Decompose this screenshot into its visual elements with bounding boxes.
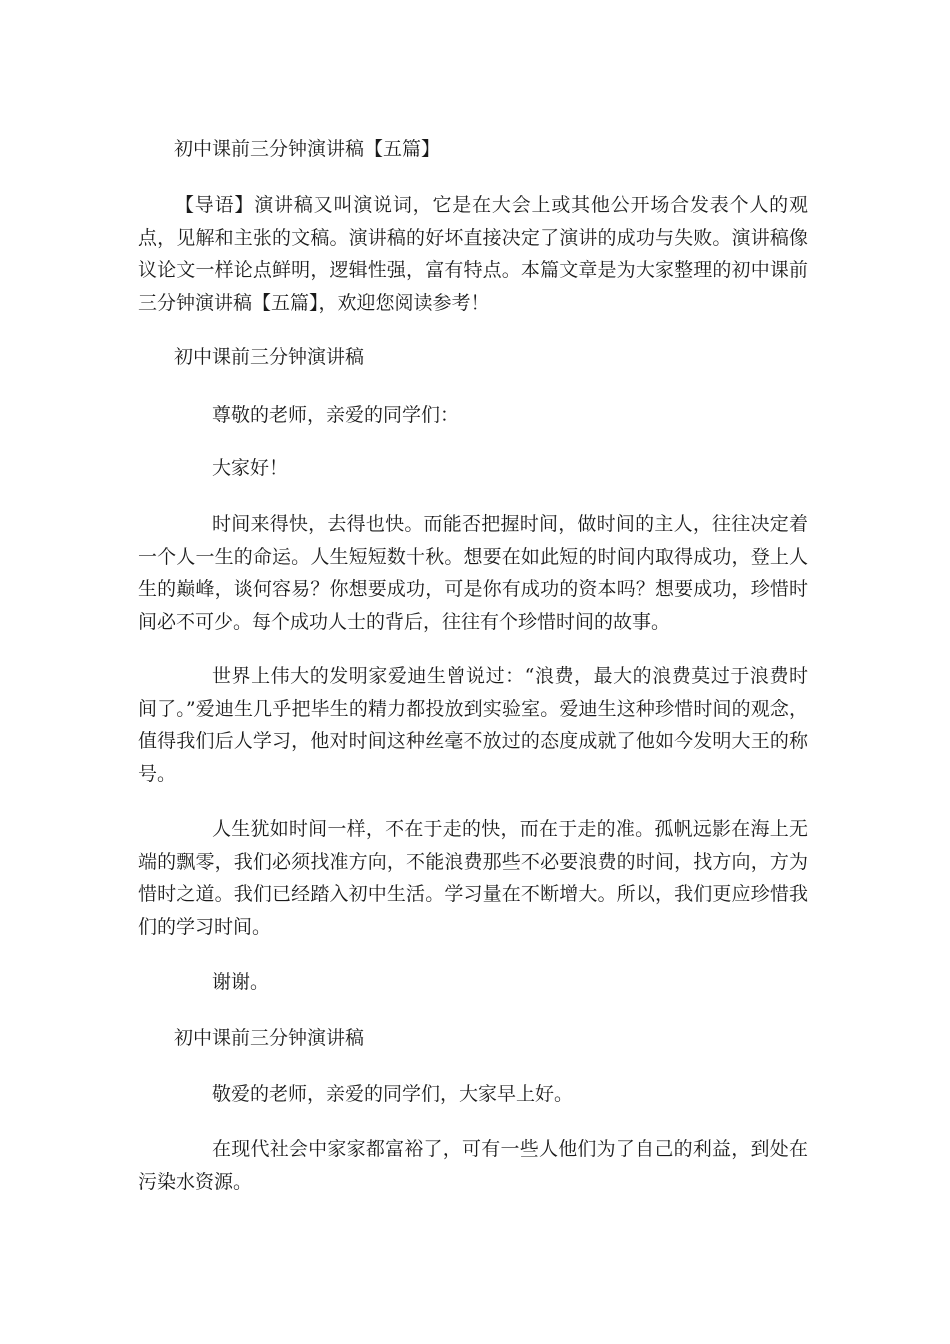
document-title: 初中课前三分钟演讲稿【五篇】 xyxy=(174,138,441,160)
section1-greeting: 大家好！ xyxy=(212,457,289,479)
section1-paragraph-3: 人生犹如时间一样，不在于走的快，而在于走的准。孤帆远影在海上无端的飘零，我们必须找准方向，不能浪费那些不必要浪费的时间，找方向，方为惜时之道。我们已经踏入初中生活。学习量在不断增大。所以，我们更应珍惜我们的学习时间。 xyxy=(138,818,808,938)
section2-salutation: 敬爱的老师，亲爱的同学们，大家早上好。 xyxy=(212,1083,574,1105)
section1-salutation: 尊敬的老师，亲爱的同学们： xyxy=(212,404,460,426)
section1-paragraph-2: 世界上伟大的发明家爱迪生曾说过：“浪费，最大的浪费莫过于浪费时间了。”爱迪生几乎把毕生的精力都投放到实验室。爱迪生这种珍惜时间的观念，值得我们后人学习，他对时间这种丝毫不放过的态度成就了他如今发明大王的称号。 xyxy=(138,665,808,785)
section2-paragraph-1: 在现代社会中家家都富裕了，可有一些人他们为了自己的利益，到处在污染水资源。 xyxy=(138,1138,808,1193)
section1-paragraph-1: 时间来得快，去得也快。而能否把握时间，做时间的主人，往往决定着一个人一生的命运。人生短短数十秋。想要在如此短的时间内取得成功，登上人生的巅峰，谈何容易？你想要成功，可是你有成功的资本吗？想要成功，珍惜时间必不可少。每个成功人士的背后，往往有个珍惜时间的故事。 xyxy=(138,513,808,633)
section1-heading: 初中课前三分钟演讲稿 xyxy=(174,346,365,368)
section1-closing: 谢谢。 xyxy=(212,971,270,993)
section2-heading: 初中课前三分钟演讲稿 xyxy=(174,1027,365,1049)
intro-paragraph: 【导语】演讲稿又叫演说词，它是在大会上或其他公开场合发表个人的观点，见解和主张的文稿。演讲稿的好坏直接决定了演讲的成功与失败。演讲稿像议论文一样论点鲜明，逻辑性强，富有特点。本篇文章是为大家整理的初中课前三分钟演讲稿【五篇】，欢迎您阅读参考！ xyxy=(138,194,808,314)
